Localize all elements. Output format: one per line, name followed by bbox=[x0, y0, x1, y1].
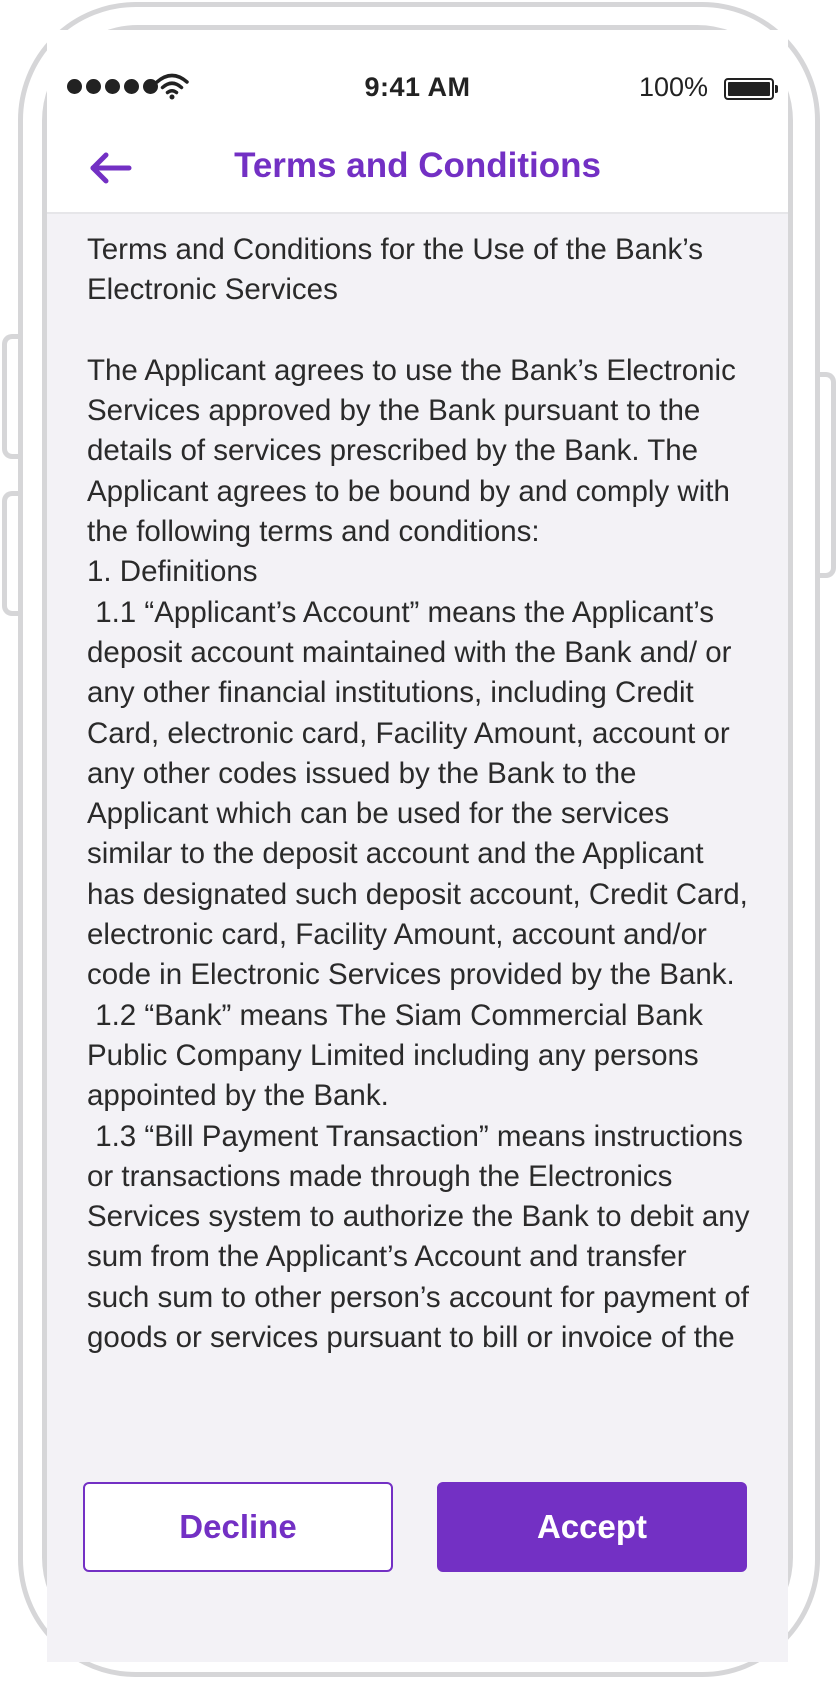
battery-percentage: 100% bbox=[638, 72, 708, 102]
status-bar bbox=[47, 72, 788, 112]
battery-icon bbox=[724, 78, 774, 100]
app-header bbox=[47, 30, 788, 214]
status-time: 9:41 AM bbox=[364, 72, 471, 102]
navigation-bar bbox=[47, 138, 788, 198]
action-footer bbox=[47, 1482, 788, 1662]
accept-button[interactable]: Accept bbox=[437, 1482, 747, 1572]
decline-button[interactable]: Decline bbox=[83, 1482, 393, 1572]
device-power-button bbox=[818, 372, 836, 578]
page-title: Terms and Conditions bbox=[234, 146, 601, 185]
terms-content[interactable]: Terms and Conditions for the Use of the Bank’s Electronic Services The Applicant agrees to use the Bank’s Electronic Services approved by the Bank pursuant to the details of services prescribed by the Bank. The Applicant agrees to be bound by and comply with the following terms and conditions: 1. Definitions 1.1 “Applicant’s Account” means the Applicant’s deposit account maintained with the Bank and/ or any other financial institutions, including Credit Card, electronic card, Facility Amount, account or any other codes issued by the Bank to the Applicant which can be used for the services similar to the deposit account and the Applicant has designated such deposit account, Credit Card, electronic card, Facility Amount, account and/or code in Electronic Services provided by the Bank. 1.2 “Bank” means The Siam Commercial Bank Public Company Limited including any persons appointed by the Bank. 1.3 “Bill Payment Transaction” means instructions or transactions made through the Electronics Services system to authorize the Bank to debit any sum from the Applicant’s Account and transfer such sum to other person’s account for payment of goods or services pursuant to bill or invoice of the bbox=[87, 233, 750, 1355]
phone-screen bbox=[42, 25, 793, 1653]
